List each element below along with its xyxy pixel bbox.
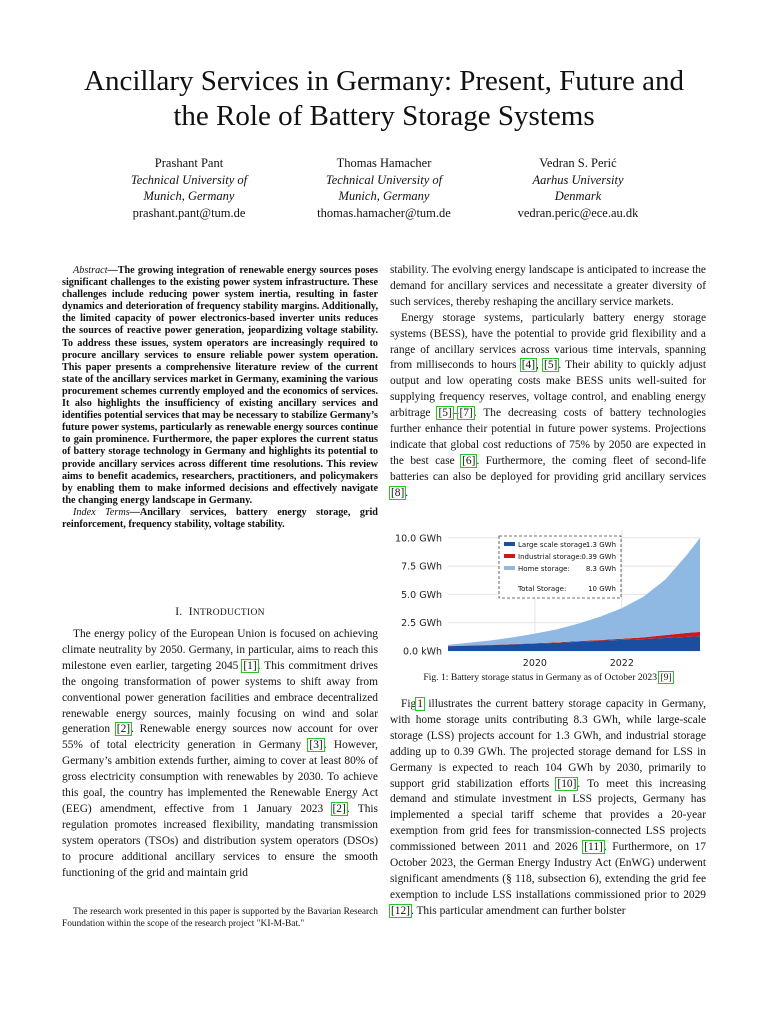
citation-link[interactable]: [7]	[459, 407, 473, 420]
citation-link[interactable]: [11]	[584, 841, 603, 854]
legend-swatch	[504, 554, 515, 558]
legend-total-label: Total Storage:	[518, 585, 567, 593]
paragraph: Energy storage systems, particularly battery energy storage systems (BESS), have the potential to provide grid flexibility and a range of ancillary services across various time intervals, spanning from milliseconds to hours [4], [5]. Their ability to quickly adjust output and low operating costs make BESS units well-suited for supplying frequency reserves, voltage control, and enabling energy arbitrage [5]–[7]. The decreasing costs of battery technologies further enhance their potential in future power systems. Projections indicate that global cost reductions of 75% by 2050 are expected in the best case [6]. Furthermore, the coming fleet of second-life batteries can also be deployed for providing grid ancillary services [8].	[390, 311, 706, 499]
left-column-text	[62, 627, 378, 882]
paragraph: The energy policy of the European Union is focused on achieving climate neutrality by 2050. Germany, in particular, aims to reach this milestone even earlier, targeting 2045 [1]. This commitment drives the ongoing transformation of power systems to shift away from conventional power generation facilities and embrace decentralized renewable energy sources, mainly focusing on wind and solar generation [2]. Renewable energy sources now account for over 55% of total electricity generation in Germany [3]. However, Germany’s ambition extends further, aiming to cover at least 80% of gross electricity consumption with renewables by 2030. To achieve this goal, the country has implemented the Renewable Energy Act (EEG) amendment, effective from 1 January 2023 [2]. This regulation promotes increased flexibility, mandating transmission system operators (TSOs) and distribution system operators (DSOs) to procure additional ancillary services to ensure the smooth functioning of the grid and maintain grid	[62, 628, 378, 879]
author-block-3	[478, 155, 678, 221]
battery-storage-chart	[392, 527, 708, 669]
author-affiliation: Technical University of	[130, 172, 248, 187]
citation-link[interactable]: [4]	[521, 359, 535, 372]
title-line-2: the Role of Battery Storage Systems	[173, 100, 595, 132]
index-terms-label: Index Terms	[73, 506, 130, 518]
legend-value: 0.39 GWh	[581, 553, 616, 561]
section-number: I.	[175, 606, 183, 618]
author-email: thomas.hamacher@tum.de	[317, 205, 451, 220]
title-line-1: Ancillary Services in Germany: Present, Future and	[84, 65, 684, 97]
citation-link[interactable]: [5]	[544, 359, 558, 372]
legend-label: Large scale storage:	[518, 541, 590, 549]
right-column-text-top	[390, 263, 706, 502]
legend-value: 8.3 GWh	[585, 565, 616, 573]
section-heading	[62, 606, 378, 618]
author-name: Thomas Hamacher	[336, 156, 432, 170]
x-tick-label: 2022	[609, 658, 634, 669]
author-affiliation: Munich, Germany	[143, 189, 235, 203]
citation-link[interactable]: [12]	[391, 904, 410, 917]
y-tick-label: 2.5 GWh	[401, 618, 442, 630]
citation-link[interactable]: [1]	[243, 659, 257, 672]
author-affiliation: Munich, Germany	[338, 189, 430, 203]
legend-total-value: 10 GWh	[588, 585, 616, 593]
paragraph: Fig1 illustrates the current battery storage capacity in Germany, with home storage units contributing 8.3 GWh, while large-scale storage (LSS) projects account for 1.3 GWh, and industrial storage adding up to 0.39 GWh. The projected storage demand for LSS in Germany is expected to reach 104 GWh by 2030, primarily to support grid stabilization efforts [10]. To meet this increasing demand and stimulate investment in LSS projects, Germany has implemented a special tariff scheme that provides a 20-year exemption from grid fees for transmission-connected LSS projects commissioned between 2011 and 2026 [11]. Furthermore, on 17 October 2023, the German Energy Industry Act (EnWG) underwent significant amendments (§ 118, subsection 6), extending the grid fee exemption to include LSS installations commissioned prior to 2029 [12]. This particular amendment can further bolster	[390, 698, 707, 917]
section-title-rest: NTRODUCTION	[192, 608, 265, 618]
legend-swatch	[504, 542, 515, 546]
citation-link[interactable]: [3]	[309, 739, 323, 752]
citation-link[interactable]: [2]	[332, 802, 346, 815]
paragraph: stability. The evolving energy landscape is anticipated to increase the demand for ancillary services and necessitate a greater diversity of such services, thereby reshaping the ancillary service markets.	[390, 264, 706, 308]
right-column-text-bottom	[390, 697, 706, 920]
x-tick-label: 2020	[522, 658, 547, 669]
author-affiliation: Technical University of	[325, 172, 443, 187]
legend-swatch	[504, 566, 515, 570]
author-block-2	[284, 155, 484, 221]
abstract: Abstract—The growing integration of renewable energy sources poses significant challenges to the existing power system infrastructure. These challenges include reducing power system inertia, resulting in faster dynamics and deterioration of frequency stability margins. Additionally, the limited capacity of power electronics-based inverter units reduces the sources of reactive power generation, jeopardizing voltage stability. To address these issues, system operators are increasingly required to procure ancillary services to ensure reliable power system operation. This paper presents a comprehensive literature review of the current state of the ancillary services market in Germany, examining the various procurement schemes currently employed and the economics of services. It also highlights the insufficiency of existing ancillary services and identifies potential services that may be necessary to stabilize Germany’s future power systems, particularly as renewable energy sources continue to gain prominence. Furthermore, the paper explores the current status of battery storage technology in Germany and highlights its potential to provide ancillary services across different time resolutions. This review aims to benefit academics, researchers, practitioners, and policymakers by enabling them to make informed decisions and effectively navigate the changing energy landscape in Germany. Index Terms—Ancillary services, battery energy storage, grid reinforcement, frequency stability, voltage stability.	[62, 265, 378, 530]
y-tick-label: 5.0 GWh	[401, 589, 442, 601]
author-affiliation: Denmark	[554, 189, 602, 203]
abstract-text: The growing integration of renewable energy sources poses significant challenges to the existing power system infrastructure. These challenges include reducing power system inertia, resulting in faster dynamics and deterioration of frequency stability margins. Additionally, the limited capacity of power electronics-based inverter units reduces the sources of reactive power generation, jeopardizing voltage stability. To address these issues, system operators are increasingly required to procure ancillary services to ensure reliable power system operation. This paper presents a comprehensive literature review of the current state of the ancillary services market in Germany, examining the various procurement schemes currently employed and the economics of services. It also highlights the insufficiency of existing ancillary services and identifies potential services that may be necessary to stabilize Germany’s future power systems, particularly as renewable energy sources continue to gain prominence. Furthermore, the paper explores the current status of battery storage technology in Germany and highlights its potential to provide ancillary services across different time resolutions. This review aims to benefit academics, researchers, practitioners, and policymakers by enabling them to make informed decisions and effectively navigate the changing energy landscape in Germany.	[62, 265, 378, 506]
citation-link[interactable]: [8]	[391, 486, 405, 499]
citation-link[interactable]: [6]	[462, 454, 476, 467]
author-block-1	[89, 155, 289, 221]
abstract-label: Abstract	[73, 265, 108, 276]
legend-label: Industrial storage:	[518, 553, 583, 561]
y-tick-label: 0.0 kWh	[402, 646, 442, 658]
legend-label: Home storage:	[518, 565, 570, 573]
y-tick-label: 7.5 GWh	[401, 561, 442, 573]
citation-link[interactable]: [10]	[557, 777, 577, 790]
index-terms-text: Ancillary services, battery energy storage, grid reinforcement, frequency stability, voltage stability.	[62, 506, 378, 530]
figure-caption: Fig. 1: Battery storage status in Germany as of October 2023 [9]	[423, 672, 672, 683]
citation-link[interactable]: [9]	[660, 672, 672, 683]
author-name: Prashant Pant	[154, 156, 224, 170]
legend-value: 1.3 GWh	[585, 541, 616, 549]
author-email: vedran.peric@ece.au.dk	[517, 205, 639, 220]
author-affiliation: Aarhus University	[532, 172, 624, 187]
footnote: The research work presented in this paper is supported by the Bavarian Research Foundation within the scope of the research project "KI-M-Bat."	[62, 907, 378, 929]
citation-link[interactable]: [5]	[438, 407, 452, 420]
author-email: prashant.pant@tum.de	[132, 205, 246, 220]
section-title-initial: I	[188, 606, 193, 618]
paper-title	[40, 64, 728, 134]
citation-link[interactable]: [2]	[116, 723, 131, 736]
y-tick-label: 10.0 GWh	[395, 533, 442, 545]
author-name: Vedran S. Perić	[539, 156, 617, 170]
figure-link[interactable]: 1	[417, 698, 423, 710]
